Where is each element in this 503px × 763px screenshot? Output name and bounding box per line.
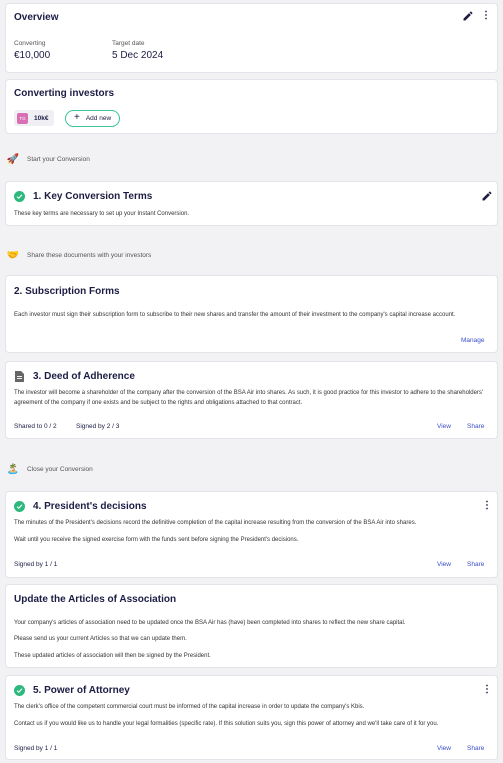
manage-link[interactable]: Manage: [461, 337, 485, 344]
investor-badge[interactable]: [14, 110, 54, 126]
subscription-desc: Each investor must sign their subscription form to subscribe to their new shares and transfer the amount of their investment to the company's capital increase account.: [14, 312, 456, 318]
key-terms-card[interactable]: [5, 181, 498, 226]
section-share: [5, 248, 151, 262]
power-desc-2: Contact us if you would like us to handle your legal formalities (specific rate). If this solution suits you, sign this power of attorney and we'll take care of it for you.: [14, 721, 439, 727]
articles-title: Update the Articles of Association: [14, 594, 177, 605]
plus-icon: +: [74, 112, 80, 123]
section-start: [5, 152, 90, 166]
president-title: 4. President's decisions: [33, 501, 147, 512]
converting-label: Converting: [14, 40, 46, 47]
subscription-title: 2. Subscription Forms: [14, 286, 120, 297]
rocket-icon: 🚀: [6, 153, 20, 165]
articles-desc-2: Please send us your current Articles so that we can update them.: [14, 636, 187, 642]
edit-icon[interactable]: [462, 10, 474, 22]
more-options-icon[interactable]: ⋮: [481, 10, 491, 21]
avatar: TG: [17, 113, 28, 124]
investors-card: [5, 79, 498, 134]
overview-card: [5, 3, 498, 73]
target-date-value: 5 Dec 2024: [112, 50, 164, 61]
section-start-label: Start your Conversion: [27, 155, 90, 163]
section-close: [5, 462, 93, 476]
signed-status: Signed by 1 / 1: [14, 745, 58, 752]
add-investor-label: Add new: [85, 114, 112, 122]
president-desc-1: The minutes of the President's decisions record the definitive completion of the capital increase resulting from the conversion of the BSA Air into shares.: [14, 520, 417, 526]
president-card: [5, 491, 498, 578]
more-options-icon[interactable]: ⋮: [482, 684, 492, 695]
overview-title: Overview: [14, 12, 59, 23]
investors-title: Converting investors: [14, 88, 115, 99]
check-icon: [14, 685, 25, 696]
investor-amount: 10k€: [34, 114, 49, 122]
subscription-card: [5, 275, 498, 353]
key-terms-desc: These key terms are necessary to set up your Instant Conversion.: [14, 211, 190, 217]
signed-status: Signed by 1 / 1: [14, 561, 58, 568]
section-close-label: Close your Conversion: [27, 465, 93, 473]
target-date-label: Target date: [112, 40, 145, 47]
president-desc-2: Wait until you receive the signed exercise form with the funds sent before signing the President's decisions.: [14, 537, 299, 543]
deed-card: [5, 361, 498, 439]
check-icon: [14, 501, 25, 512]
share-link[interactable]: Share: [467, 745, 485, 752]
power-title: 5. Power of Attorney: [33, 685, 130, 696]
more-options-icon[interactable]: ⋮: [482, 500, 492, 511]
section-share-label: Share these documents with your investors: [27, 251, 152, 259]
check-icon: [14, 191, 25, 202]
key-terms-title: 1. Key Conversion Terms: [33, 191, 153, 202]
view-link[interactable]: View: [437, 745, 451, 752]
articles-card: [5, 584, 498, 668]
shared-status: Shared to 0 / 2: [14, 423, 57, 430]
power-desc-1: The clerk's office of the competent commercial court must be informed of the capital increase in order to update the company's Kbis.: [14, 704, 365, 710]
document-icon: [15, 371, 24, 382]
converting-value: €10,000: [14, 50, 51, 61]
articles-desc-3: These updated articles of association will then be signed by the President.: [14, 653, 211, 659]
power-card: [5, 675, 498, 760]
articles-desc-1: Your company's articles of association need to be updated once the BSA Air has (have) been completed into shares to reflect the new share capital.: [14, 620, 406, 626]
island-icon: 🏝️: [6, 463, 20, 475]
edit-icon[interactable]: [481, 190, 493, 202]
handshake-icon: 🤝: [6, 249, 20, 261]
deed-desc: The investor will become a shareholder of the company after the conversion of the BSA Air into shares. As such, it is good practice for this investor to adhere to the shareholders' agreement of the company if one exists and be subject to the rights and obligations attached to that contract.: [14, 390, 484, 406]
share-link[interactable]: Share: [467, 561, 485, 568]
share-link[interactable]: Share: [467, 423, 485, 430]
signed-status: Signed by 2 / 3: [76, 423, 120, 430]
view-link[interactable]: View: [437, 423, 451, 430]
deed-title: 3. Deed of Adherence: [33, 371, 135, 382]
add-investor-button[interactable]: [65, 110, 120, 127]
view-link[interactable]: View: [437, 561, 451, 568]
